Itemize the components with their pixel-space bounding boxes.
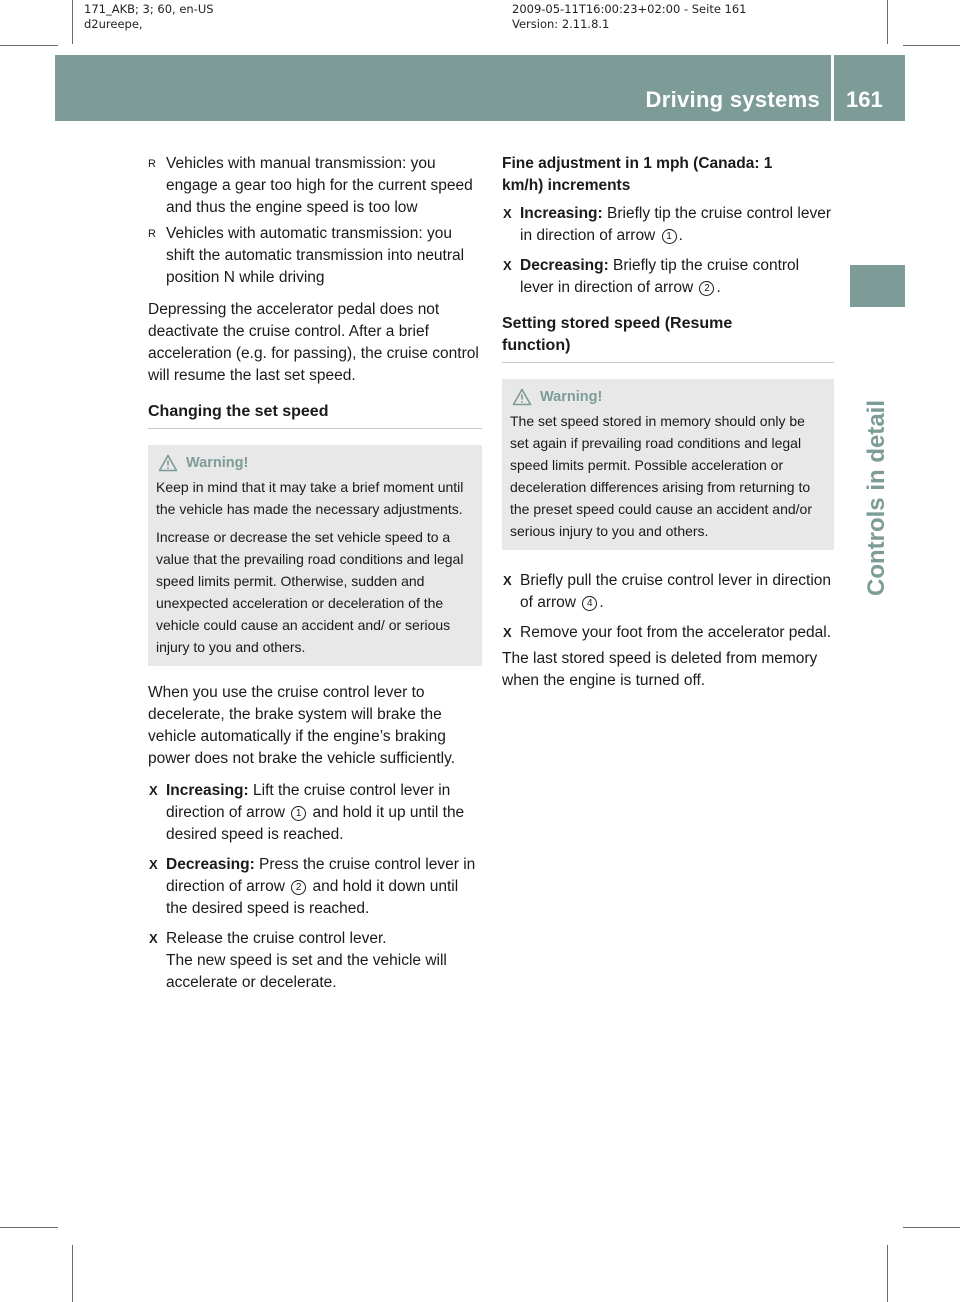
step-text: and hold it down until the desired speed is reached. — [166, 878, 459, 917]
list-item — [148, 153, 482, 219]
crop-mark — [887, 1245, 888, 1302]
step-text: . — [716, 279, 721, 296]
page-number: 161 — [846, 87, 883, 112]
step-text: . — [599, 594, 604, 611]
print-meta-right — [512, 2, 747, 32]
instruction-step — [502, 203, 834, 247]
step-mark: X — [503, 206, 512, 221]
warning-box — [148, 445, 482, 666]
warning-header — [156, 452, 475, 474]
step-text: . — [678, 227, 683, 244]
step-text: Remove your foot from the accelerator pedal. — [520, 624, 832, 641]
crop-mark — [887, 0, 888, 44]
warning-triangle-icon — [512, 388, 532, 406]
warning-text: Increase or decrease the set vehicle speed to a value that the prevailing road conditions and legal speed limits permit. Otherwise, sudden and unexpected acceleration or deceleration of the vehicle could cause an accident and/ or serious injury to you and others. — [156, 529, 464, 655]
list-item-text: Vehicles with automatic transmission: you shift the automatic transmission into neutral position N while driving — [166, 225, 465, 286]
arrow-number-badge: 2 — [291, 880, 306, 895]
step-mark: X — [503, 573, 512, 588]
instruction-step — [502, 622, 834, 644]
section-heading: Setting stored speed (Resume function) — [502, 313, 834, 363]
arrow-number-badge: 1 — [291, 806, 306, 821]
instruction-step — [148, 780, 482, 846]
warning-box — [502, 379, 834, 550]
meta-line: Version: 2.11.8.1 — [512, 17, 610, 31]
body-paragraph: When you use the cruise control lever to decelerate, the brake system will brake the vehicle automatically if the engine’s braking power does not brake the vehicle sufficiently. — [148, 684, 456, 767]
section-heading: Changing the set speed — [148, 401, 482, 429]
crop-mark — [903, 1227, 960, 1228]
step-mark: X — [149, 783, 158, 798]
meta-line: d2ureepe, — [84, 17, 143, 31]
step-text: Press the cruise control lever in direction of arrow — [166, 856, 476, 895]
step-text: Briefly pull the cruise control lever in direction of arrow — [520, 572, 831, 611]
left-column — [148, 153, 482, 1002]
arrow-number-badge: 2 — [699, 281, 714, 296]
step-result-text: The new speed is set and the vehicle will accelerate or decelerate. — [166, 952, 447, 991]
instruction-step — [502, 570, 834, 614]
step-text: and hold it up until the desired speed is reached. — [166, 804, 465, 843]
instruction-step — [148, 928, 482, 994]
crop-mark — [903, 45, 960, 46]
step-text: Lift the cruise control lever in direction of arrow — [166, 782, 451, 821]
instruction-step — [502, 255, 834, 299]
print-meta-left — [84, 2, 214, 32]
step-mark: X — [149, 857, 158, 872]
thumb-tab — [850, 265, 905, 307]
right-column — [502, 153, 834, 692]
section-title: Driving systems — [645, 87, 820, 112]
crop-mark — [0, 1227, 58, 1228]
step-mark: X — [149, 931, 158, 946]
bullet-mark: R — [148, 228, 156, 240]
step-text: Briefly tip the cruise control lever in direction of arrow — [520, 205, 831, 244]
step-text: Release the cruise control lever. — [166, 930, 387, 947]
warning-header — [510, 386, 827, 408]
chapter-label: Controls in detail — [863, 399, 890, 597]
header-separator — [831, 55, 834, 121]
step-label: Decreasing: — [166, 856, 255, 873]
warning-title: Warning! — [186, 455, 249, 471]
step-mark: X — [503, 625, 512, 640]
instruction-step — [148, 854, 482, 920]
crop-mark — [72, 1245, 73, 1302]
step-label: Increasing: — [520, 205, 603, 222]
meta-line: 171_AKB; 3; 60, en-US — [84, 2, 214, 16]
warning-triangle-icon — [158, 454, 178, 472]
crop-mark — [0, 45, 58, 46]
bullet-mark: R — [148, 158, 156, 170]
step-mark: X — [503, 258, 512, 273]
step-label: Decreasing: — [520, 257, 609, 274]
warning-text: Keep in mind that it may take a brief moment until the vehicle has made the necessary adjustments. — [156, 479, 464, 517]
list-item-text: Vehicles with manual transmission: you engage a gear too high for the current speed and thus the engine speed is too low — [166, 155, 473, 216]
body-paragraph: The last stored speed is deleted from memory when the engine is turned off. — [502, 650, 818, 689]
arrow-number-badge: 4 — [582, 596, 597, 611]
body-paragraph: Depressing the accelerator pedal does not deactivate the cruise control. After a brief acceleration (e.g. for passing), the cruise control will resume the last set speed. — [148, 301, 479, 384]
crop-mark — [72, 0, 73, 44]
meta-line: 2009-05-11T16:00:23+02:00 - Seite 161 — [512, 2, 747, 16]
sub-heading: Fine adjustment in 1 mph (Canada: 1 km/h) increments — [502, 155, 773, 194]
step-label: Increasing: — [166, 782, 249, 799]
warning-text: The set speed stored in memory should only be set again if prevailing road conditions and legal speed limits permit. Possible acceleration or deceleration differences arising from returning to the preset speed could cause an accident and/or serious injury to you and others. — [510, 413, 812, 539]
list-item — [148, 223, 482, 289]
warning-title: Warning! — [540, 389, 603, 405]
step-text: Briefly tip the cruise control lever in direction of arrow — [520, 257, 800, 296]
arrow-number-badge: 1 — [662, 229, 677, 244]
